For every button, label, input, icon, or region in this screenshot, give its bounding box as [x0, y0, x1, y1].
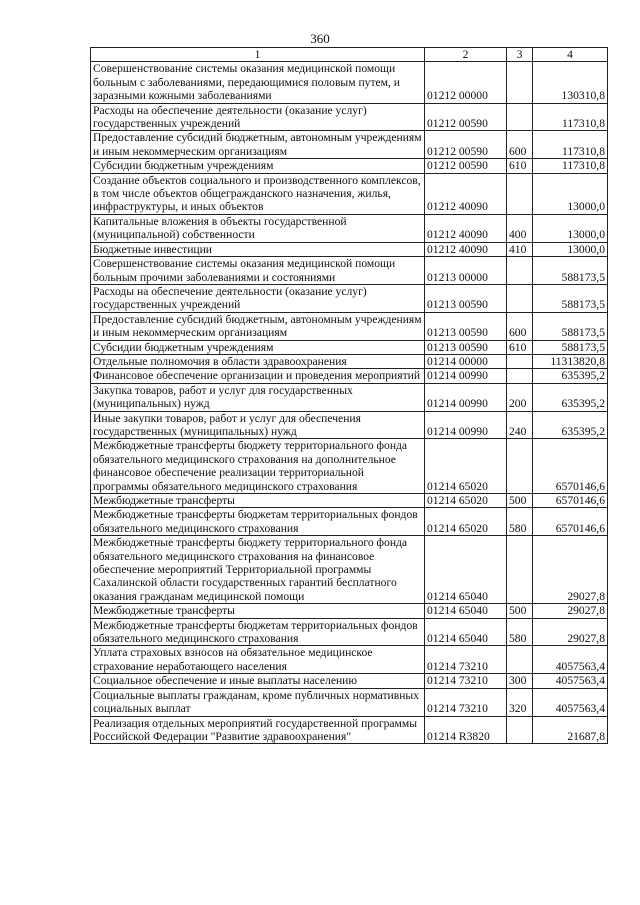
row-code-cell: 01212 00590 [425, 131, 507, 159]
row-expense-type-cell: 400 [507, 214, 533, 242]
row-code-cell: 01214 65040 [425, 604, 507, 618]
row-expense-type-cell [507, 716, 533, 744]
header-col-2: 2 [425, 48, 507, 62]
table-row [91, 604, 608, 618]
table-row [91, 508, 608, 536]
row-name-cell: Совершенствование системы оказания медицинской помощи больным с заболеваниями, передающимися половым путем, и заразными кожными заболеваниями [91, 62, 425, 103]
row-name-cell: Расходы на обеспечение деятельности (оказание услуг) государственных учреждений [91, 284, 425, 312]
row-expense-type-cell [507, 354, 533, 368]
row-name-cell: Субсидии бюджетным учреждениям [91, 340, 425, 354]
row-expense-type-cell [507, 439, 533, 494]
row-code-cell: 01214 65040 [425, 536, 507, 604]
table-row [91, 688, 608, 716]
table-row [91, 383, 608, 411]
row-amount-cell: 13000,0 [533, 214, 608, 242]
row-amount-cell: 29027,8 [533, 618, 608, 646]
row-amount-cell: 6570146,6 [533, 439, 608, 494]
row-code-cell: 01212 00590 [425, 159, 507, 173]
row-code-cell: 01212 40090 [425, 173, 507, 214]
row-code-cell: 01213 00590 [425, 312, 507, 340]
row-amount-cell: 117310,8 [533, 159, 608, 173]
table-row [91, 284, 608, 312]
row-amount-cell: 588173,5 [533, 257, 608, 285]
row-expense-type-cell: 320 [507, 688, 533, 716]
row-amount-cell: 4057563,4 [533, 674, 608, 688]
row-code-cell: 01213 00590 [425, 284, 507, 312]
row-code-cell: 01214 65040 [425, 618, 507, 646]
row-expense-type-cell: 610 [507, 159, 533, 173]
row-name-cell: Межбюджетные трансферты бюджетам территориальных фондов обязательного медицинского страхования [91, 508, 425, 536]
row-name-cell: Реализация отдельных мероприятий государственной программы Российской Федерации "Развитие здравоохранения" [91, 716, 425, 744]
row-expense-type-cell: 610 [507, 340, 533, 354]
row-expense-type-cell: 580 [507, 508, 533, 536]
row-amount-cell: 4057563,4 [533, 688, 608, 716]
row-code-cell: 01212 40090 [425, 214, 507, 242]
row-code-cell: 01214 65020 [425, 439, 507, 494]
row-expense-type-cell [507, 62, 533, 103]
row-amount-cell: 130310,8 [533, 62, 608, 103]
table-row [91, 340, 608, 354]
row-amount-cell: 29027,8 [533, 536, 608, 604]
row-amount-cell: 6570146,6 [533, 508, 608, 536]
budget-table [90, 47, 608, 744]
row-expense-type-cell [507, 536, 533, 604]
row-name-cell: Финансовое обеспечение организации и проведения мероприятий [91, 369, 425, 383]
row-name-cell: Предоставление субсидий бюджетным, автономным учреждениям и иным некоммерческим организациям [91, 312, 425, 340]
row-name-cell: Иные закупки товаров, работ и услуг для обеспечения государственных (муниципальных) нужд [91, 411, 425, 439]
table-row [91, 159, 608, 173]
row-name-cell: Расходы на обеспечение деятельности (оказание услуг) государственных учреждений [91, 103, 425, 131]
table-row [91, 369, 608, 383]
row-expense-type-cell: 410 [507, 242, 533, 256]
row-amount-cell: 117310,8 [533, 131, 608, 159]
row-name-cell: Уплата страховых взносов на обязательное медицинское страхование неработающего населения [91, 646, 425, 674]
table-row [91, 257, 608, 285]
row-amount-cell: 4057563,4 [533, 646, 608, 674]
row-expense-type-cell [507, 173, 533, 214]
table-row [91, 214, 608, 242]
row-expense-type-cell [507, 646, 533, 674]
row-code-cell: 01214 00000 [425, 354, 507, 368]
row-amount-cell: 29027,8 [533, 604, 608, 618]
row-code-cell: 01214 65020 [425, 508, 507, 536]
row-name-cell: Межбюджетные трансферты бюджету территориального фонда обязательного медицинского страхования на финансовое обеспечение мероприятий Территориальной программы Сахалинской области государственных гарантий бесплатного оказания гражданам медицинской помощи [91, 536, 425, 604]
table-body [91, 62, 608, 744]
table-row [91, 439, 608, 494]
row-expense-type-cell: 580 [507, 618, 533, 646]
row-name-cell: Межбюджетные трансферты бюджету территориального фонда обязательного медицинского страхования на дополнительное финансовое обеспечение реализации территориальной программы обязательного медицинского страхования [91, 439, 425, 494]
row-expense-type-cell [507, 284, 533, 312]
row-expense-type-cell: 240 [507, 411, 533, 439]
row-name-cell: Отдельные полномочия в области здравоохранения [91, 354, 425, 368]
table-row [91, 716, 608, 744]
row-code-cell: 01212 00590 [425, 103, 507, 131]
row-expense-type-cell: 500 [507, 494, 533, 508]
row-amount-cell: 11313820,8 [533, 354, 608, 368]
table-row [91, 411, 608, 439]
header-col-1: 1 [91, 48, 425, 62]
row-code-cell: 01212 00000 [425, 62, 507, 103]
table-row [91, 173, 608, 214]
row-expense-type-cell: 600 [507, 131, 533, 159]
table-row [91, 62, 608, 103]
row-code-cell: 01214 R3820 [425, 716, 507, 744]
row-expense-type-cell: 300 [507, 674, 533, 688]
row-amount-cell: 21687,8 [533, 716, 608, 744]
table-row [91, 242, 608, 256]
header-col-3: 3 [507, 48, 533, 62]
table-row [91, 312, 608, 340]
table-row [91, 103, 608, 131]
row-code-cell: 01214 00990 [425, 369, 507, 383]
row-name-cell: Капитальные вложения в объекты государственной (муниципальной) собственности [91, 214, 425, 242]
row-code-cell: 01213 00000 [425, 257, 507, 285]
row-name-cell: Совершенствование системы оказания медицинской помощи больным прочими заболеваниями и состояниями [91, 257, 425, 285]
row-expense-type-cell: 500 [507, 604, 533, 618]
row-amount-cell: 588173,5 [533, 284, 608, 312]
row-amount-cell: 117310,8 [533, 103, 608, 131]
page-number: 360 [310, 31, 330, 46]
table-row [91, 536, 608, 604]
row-name-cell: Межбюджетные трансферты бюджетам территориальных фондов обязательного медицинского страхования [91, 618, 425, 646]
row-name-cell: Закупка товаров, работ и услуг для государственных (муниципальных) нужд [91, 383, 425, 411]
row-code-cell: 01214 73210 [425, 688, 507, 716]
row-name-cell: Межбюджетные трансферты [91, 604, 425, 618]
row-name-cell: Субсидии бюджетным учреждениям [91, 159, 425, 173]
row-amount-cell: 13000,0 [533, 242, 608, 256]
row-amount-cell: 6570146,6 [533, 494, 608, 508]
row-expense-type-cell: 200 [507, 383, 533, 411]
row-amount-cell: 635395,2 [533, 383, 608, 411]
row-amount-cell: 588173,5 [533, 312, 608, 340]
row-expense-type-cell [507, 257, 533, 285]
row-name-cell: Социальные выплаты гражданам, кроме публичных нормативных социальных выплат [91, 688, 425, 716]
header-col-4: 4 [533, 48, 608, 62]
row-code-cell: 01214 73210 [425, 674, 507, 688]
row-expense-type-cell [507, 369, 533, 383]
table-row [91, 131, 608, 159]
row-code-cell: 01214 00990 [425, 383, 507, 411]
table-row [91, 674, 608, 688]
row-code-cell: 01214 00990 [425, 411, 507, 439]
row-name-cell: Бюджетные инвестиции [91, 242, 425, 256]
row-name-cell: Социальное обеспечение и иные выплаты населению [91, 674, 425, 688]
table-row [91, 618, 608, 646]
table-row [91, 354, 608, 368]
table-header-row [91, 48, 608, 62]
row-amount-cell: 13000,0 [533, 173, 608, 214]
row-amount-cell: 635395,2 [533, 411, 608, 439]
row-amount-cell: 635395,2 [533, 369, 608, 383]
row-name-cell: Создание объектов социального и производственного комплексов, в том числе объектов общегражданского назначения, жилья, инфраструктуры, и иных объектов [91, 173, 425, 214]
row-expense-type-cell: 600 [507, 312, 533, 340]
row-code-cell: 01214 73210 [425, 646, 507, 674]
table-row [91, 494, 608, 508]
table-row [91, 646, 608, 674]
row-code-cell: 01213 00590 [425, 340, 507, 354]
row-expense-type-cell [507, 103, 533, 131]
row-code-cell: 01212 40090 [425, 242, 507, 256]
row-amount-cell: 588173,5 [533, 340, 608, 354]
row-name-cell: Межбюджетные трансферты [91, 494, 425, 508]
row-code-cell: 01214 65020 [425, 494, 507, 508]
row-name-cell: Предоставление субсидий бюджетным, автономным учреждениям и иным некоммерческим организациям [91, 131, 425, 159]
